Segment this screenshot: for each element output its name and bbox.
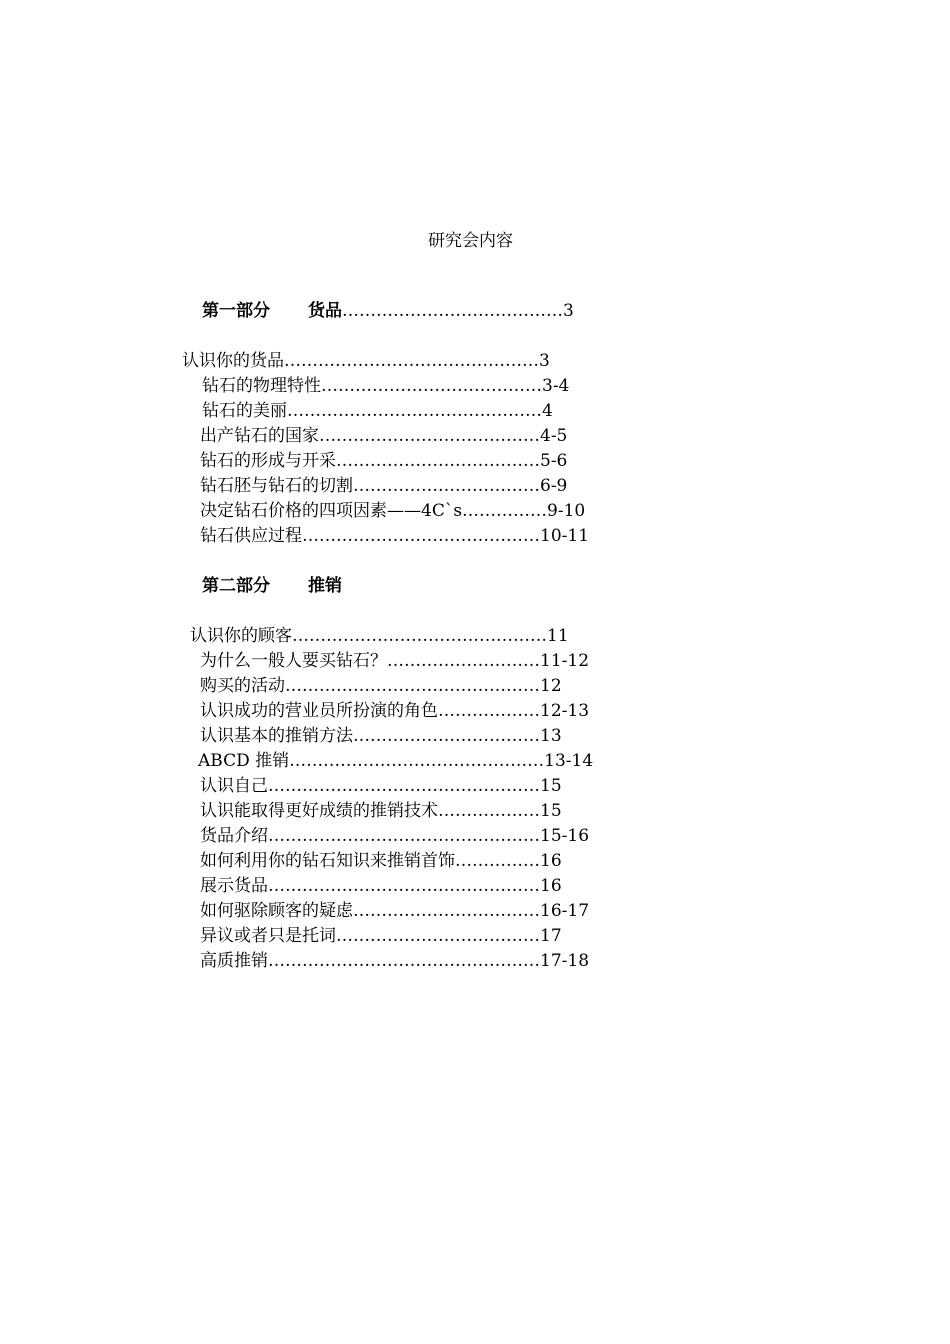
toc-entry: 货品介绍…………………………………………15-16 — [200, 826, 590, 846]
part1-name: 货品 — [308, 301, 342, 321]
toc-entry: 认识成功的营业员所扮演的角色………………12-13 — [200, 701, 590, 721]
toc-entry: 如何驱除顾客的疑虑……………………………16-17 — [200, 901, 590, 921]
part2-name: 推销 — [308, 576, 342, 596]
toc-entry: 购买的活动………………………………………12 — [200, 676, 562, 696]
part1-dots: ………………………………… — [342, 301, 563, 321]
toc-entry: 决定钻石价格的四项因素——4C`s……………9-10 — [200, 501, 586, 521]
toc-entry: 认识基本的推销方法……………………………13 — [200, 726, 562, 746]
toc-entry: 如何利用你的钻石知识来推销首饰……………16 — [200, 851, 562, 871]
part1-heading: 第一部分 — [202, 301, 270, 321]
toc-entry: 高质推销…………………………………………17-18 — [200, 951, 590, 971]
toc-entry: 认识你的顾客………………………………………11 — [190, 626, 569, 646]
toc-entry: 出产钻石的国家…………………………………4-5 — [200, 426, 568, 446]
toc-entry: 钻石的美丽………………………………………4 — [202, 401, 553, 421]
toc-entry: ABCD 推销………………………………………13-14 — [198, 751, 594, 771]
part1-heading-row — [202, 300, 574, 322]
toc-entry: 钻石的物理特性…………………………………3-4 — [202, 376, 570, 396]
toc-entry: 认识自己…………………………………………15 — [200, 776, 562, 796]
document-title: 研究会内容 — [428, 231, 513, 251]
part1-page: 3 — [563, 301, 574, 321]
toc-entry: 认识能取得更好成绩的推销技术………………15 — [200, 801, 562, 821]
toc-entry: 钻石的形成与开采………………………………5-6 — [200, 451, 568, 471]
part2-heading: 第二部分 — [202, 576, 270, 596]
toc-entry: 钻石供应过程……………………………………10-11 — [200, 526, 590, 546]
toc-entry: 钻石胚与钻石的切割……………………………6-9 — [200, 476, 568, 496]
toc-entry: 异议或者只是托词………………………………17 — [200, 926, 562, 946]
toc-entry: 认识你的货品………………………………………3 — [182, 351, 550, 371]
toc-entry: 为什么一般人要买钻石？………………………11-12 — [200, 651, 590, 671]
toc-entry: 展示货品…………………………………………16 — [200, 876, 562, 896]
part2-heading-row — [202, 575, 342, 597]
